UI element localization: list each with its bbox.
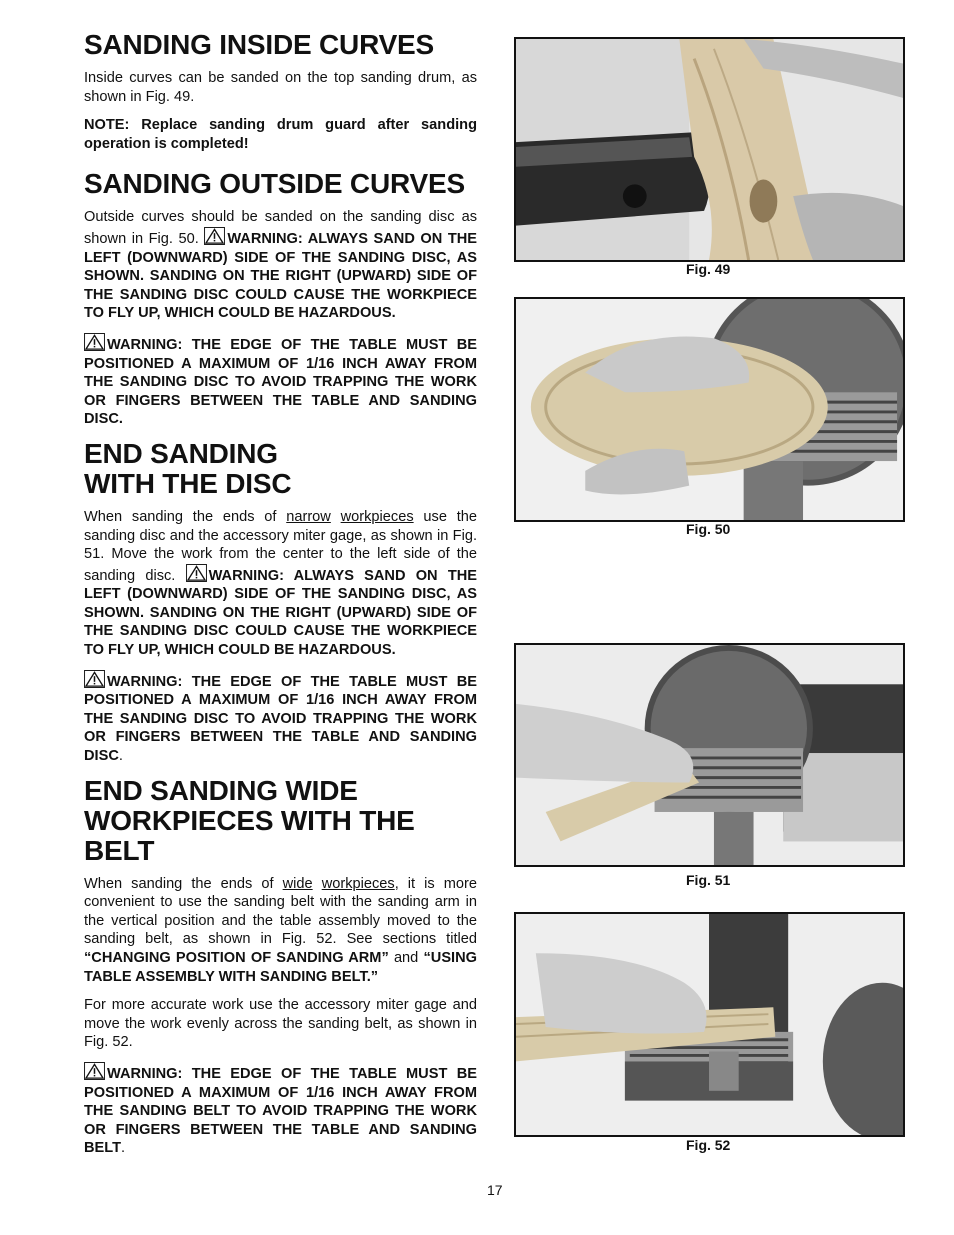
heading-sanding-inside-curves: SANDING INSIDE CURVES xyxy=(84,29,435,60)
drum-sanding-photo xyxy=(516,39,903,260)
inside-curves-note: NOTE: Replace sanding drum guard after sanding operation is completed! xyxy=(84,117,477,152)
heading-sanding-outside-curves: SANDING OUTSIDE CURVES xyxy=(84,168,465,200)
outside-curves-text: Outside curves should be sanded on the sanding disc as shown in Fig. 50. xyxy=(84,209,477,247)
figure-49-caption: Fig. 49 xyxy=(686,261,731,277)
outside-warning-1: WARNING: ALWAYS SAND ON THE LEFT (DOWNWARD) SIDE OF THE SANDING DISC, AS SHOWN. SANDING ON THE RIGHT (UPWARD) SIDE OF THE SANDING DISC COULD CAUSE THE WORKPIECE TO FLY UP, WHICH COULD BE HAZARDOUS. xyxy=(84,230,478,322)
end-belt-warning: WARNING: THE EDGE OF THE TABLE MUST BE POSITIONED A MAXIMUM OF 1/16 INCH AWAY FROM THE SANDING BELT TO AVOID TRAPPING THE WORK OR FINGERS BETWEEN THE TABLE AND SANDING BELT xyxy=(84,1065,477,1157)
end-belt-body-2: For more accurate work use the accessory miter gage and move the work evenly across the sanding belt, as shown in Fig. 52. xyxy=(84,997,477,1051)
end-disc-sanding-photo xyxy=(516,645,903,865)
figure-52-caption: Fig. 52 xyxy=(686,1137,731,1153)
end-disc-body: When sanding the ends of narrow workpieces use the sanding disc and the accessory miter gage, as shown in Fig. 51. Move the work from the center to the left side of the sanding disc. WARNING: ALWAYS SAND ON THE LEFT (DOWNWARD) SIDE OF THE SANDING DISC, AS SHOWN. SANDING ON THE RIGHT (UPWARD) SIDE OF THE SANDING DISC COULD CAUSE THE WORKPIECE TO FLY UP, WHICH COULD BE HAZARDOUS. xyxy=(84,508,478,659)
outside-curves-body xyxy=(84,208,477,323)
end-disc-warning-2-para: WARNING: THE EDGE OF THE TABLE MUST BE POSITIONED A MAXIMUM OF 1/16 INCH AWAY FROM THE SANDING DISC TO AVOID TRAPPING THE WORK OR FINGERS BETWEEN THE TABLE AND SANDING DISC. xyxy=(84,670,477,766)
warning-triangle-icon xyxy=(84,1062,105,1080)
warning-triangle-icon xyxy=(84,333,105,351)
end-disc-warning-2: WARNING: THE EDGE OF THE TABLE MUST BE POSITIONED A MAXIMUM OF 1/16 INCH AWAY FROM THE SANDING DISC TO AVOID TRAPPING THE WORK OR FINGERS BETWEEN THE TABLE AND SANDING DISC xyxy=(84,673,477,765)
end-belt-warning-para: WARNING: THE EDGE OF THE TABLE MUST BE POSITIONED A MAXIMUM OF 1/16 INCH AWAY FROM THE SANDING BELT TO AVOID TRAPPING THE WORK OR FINGERS BETWEEN THE TABLE AND SANDING BELT. xyxy=(84,1062,477,1158)
end-disc-warning-1: WARNING: ALWAYS SAND ON THE LEFT (DOWNWARD) SIDE OF THE SANDING DISC, AS SHOWN. SANDING ON THE RIGHT (UPWARD) SIDE OF THE SANDING DISC COULD CAUSE THE WORKPIECE TO FLY UP, WHICH COULD BE HAZARDOUS. xyxy=(84,567,478,659)
outside-warning-2-para xyxy=(84,333,477,429)
disc-curve-sanding-photo xyxy=(516,299,903,520)
page-number: 17 xyxy=(487,1182,503,1198)
end-belt-body: When sanding the ends of wide workpieces, it is more convenient to use the sanding belt with the sanding arm in the vertical position and the table assembly moved to the sanding belt, as shown in Fig. 52. See sections titled “CHANGING POSITION OF SANDING ARM” and “USING TABLE ASSEMBLY WITH SANDING BELT.” xyxy=(84,875,477,985)
heading-end-sanding-belt: END SANDING WIDE WORKPIECES WITH THE BELT xyxy=(84,774,415,866)
figure-50-caption: Fig. 50 xyxy=(686,521,731,537)
figure-51-caption: Fig. 51 xyxy=(686,872,731,888)
warning-triangle-icon xyxy=(186,564,207,582)
figure-52-photo xyxy=(514,912,905,1137)
warning-triangle-icon xyxy=(204,227,225,245)
figure-50-photo xyxy=(514,297,905,522)
inside-curves-body: Inside curves can be sanded on the top sanding drum, as shown in Fig. 49. xyxy=(84,70,477,105)
warning-triangle-icon xyxy=(84,670,105,688)
figure-49-photo xyxy=(514,37,905,262)
outside-warning-2: WARNING: THE EDGE OF THE TABLE MUST BE POSITIONED A MAXIMUM OF 1/16 INCH AWAY FROM THE SANDING DISC TO AVOID TRAPPING THE WORK OR FINGERS BETWEEN THE TABLE AND SANDING DISC. xyxy=(84,336,477,428)
figure-51-photo xyxy=(514,643,905,867)
text-column xyxy=(84,30,477,1168)
end-belt-sanding-photo xyxy=(516,914,903,1135)
heading-end-sanding-disc: END SANDING WITH THE DISC xyxy=(84,437,292,499)
